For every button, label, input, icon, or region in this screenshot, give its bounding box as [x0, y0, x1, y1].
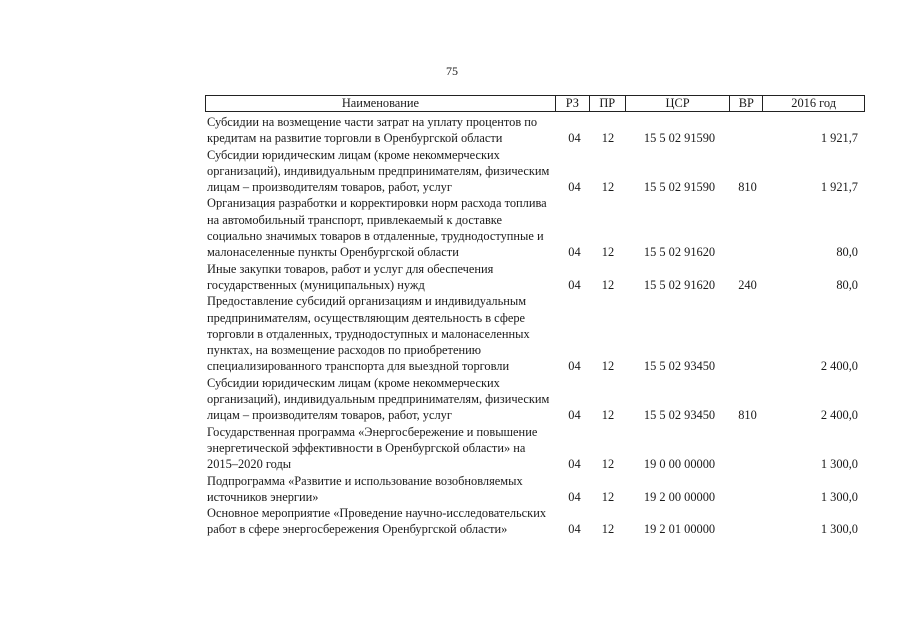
row-name: Субсидии юридическим лицам (кроме некоммерческих организаций), индивидуальным предпринимателям, физическим лицам – производителям товаров, работ, услуг: [207, 375, 550, 423]
row-year: 80,0: [836, 277, 858, 292]
row-pr: 12: [601, 457, 615, 472]
table-row: [205, 473, 865, 506]
row-name: Предоставление субсидий организациям и индивидуальным предпринимателям, осуществляющим деятельность в сфере торговли в отдаленных, труднодоступных и малонаселенных пунктах, на возмещение расходов по приобретению специализированного транспорта для выездной торговли: [207, 294, 530, 374]
row-year: 1 300,0: [820, 457, 858, 472]
header-name: Наименование: [206, 96, 556, 111]
row-pr: 12: [601, 359, 615, 374]
header-vr: ВР: [730, 96, 763, 111]
row-year: 2 400,0: [820, 359, 858, 374]
row-name: Подпрограмма «Развитие и использование возобновляемых источников энергии»: [207, 473, 523, 504]
row-pr: 12: [601, 408, 615, 423]
row-pr: 12: [601, 180, 615, 195]
row-rz: 04: [568, 359, 581, 374]
row-pr: 12: [601, 522, 615, 537]
budget-table: [205, 95, 865, 538]
row-rz: 04: [568, 245, 581, 260]
table-row: [205, 147, 865, 196]
table-row: [205, 424, 865, 473]
row-year: 1 300,0: [820, 522, 858, 537]
table-row: [205, 293, 865, 374]
header-rz: РЗ: [556, 96, 590, 111]
row-rz: 04: [568, 457, 581, 472]
row-pr: 12: [601, 131, 615, 146]
header-pr: ПР: [590, 96, 626, 111]
header-year: 2016 год: [791, 96, 837, 110]
table-row: [205, 114, 865, 147]
row-name: Иные закупки товаров, работ и услуг для обеспечения государственных (муниципальных) нужд: [207, 261, 494, 292]
row-year: 2 400,0: [820, 408, 858, 423]
row-year: 1 921,7: [820, 131, 858, 146]
table-row: [205, 505, 865, 538]
table-row: [205, 195, 865, 260]
row-name: Субсидии юридическим лицам (кроме некоммерческих организаций), индивидуальным предпринимателям, физическим лицам – производителям товаров, работ, услуг: [207, 147, 550, 195]
row-pr: 12: [601, 245, 615, 260]
row-csr: 19 2 01 00000: [643, 522, 716, 537]
row-csr: 19 2 00 00000: [643, 489, 716, 504]
row-rz: 04: [568, 489, 581, 504]
row-vr: 810: [738, 180, 757, 195]
row-csr: 15 5 02 91620: [643, 245, 716, 260]
row-csr: 15 5 02 93450: [643, 408, 716, 423]
row-rz: 04: [568, 277, 581, 292]
table-row: [205, 261, 865, 294]
row-name: Субсидии на возмещение части затрат на уплату процентов по кредитам на развитие торговли в Оренбургской области: [207, 115, 538, 146]
row-year: 1 921,7: [820, 180, 858, 195]
row-name: Организация разработки и корректировки норм расхода топлива на автомобильный транспорт, привлекаемый к доставке социально значимых товаров в отдаленные, труднодоступные и малонаселенные пункты Оренбургской области: [207, 196, 547, 260]
table-body: [205, 114, 865, 538]
row-vr: 240: [738, 277, 757, 292]
row-year: 80,0: [836, 245, 858, 260]
header-csr: ЦСР: [626, 96, 731, 111]
row-name: Основное мероприятие «Проведение научно-исследовательских работ в сфере энергосбережения Оренбургской области»: [207, 506, 547, 537]
row-pr: 12: [601, 277, 615, 292]
row-year: 1 300,0: [820, 489, 858, 504]
row-rz: 04: [568, 131, 581, 146]
row-pr: 12: [601, 489, 615, 504]
page-number: 75: [446, 64, 458, 78]
row-csr: 15 5 02 91620: [643, 277, 716, 292]
row-name: Государственная программа «Энергосбережение и повышение энергетической эффективности в Оренбургской области» на 2015–2020 годы: [207, 424, 538, 472]
row-rz: 04: [568, 180, 581, 195]
row-csr: 19 0 00 00000: [643, 457, 716, 472]
table-row: [205, 375, 865, 424]
row-rz: 04: [568, 408, 581, 423]
row-csr: 15 5 02 91590: [643, 131, 716, 146]
row-csr: 15 5 02 91590: [643, 180, 716, 195]
table-header: [205, 95, 865, 112]
row-vr: 810: [738, 408, 757, 423]
row-csr: 15 5 02 93450: [643, 359, 716, 374]
row-rz: 04: [568, 522, 581, 537]
